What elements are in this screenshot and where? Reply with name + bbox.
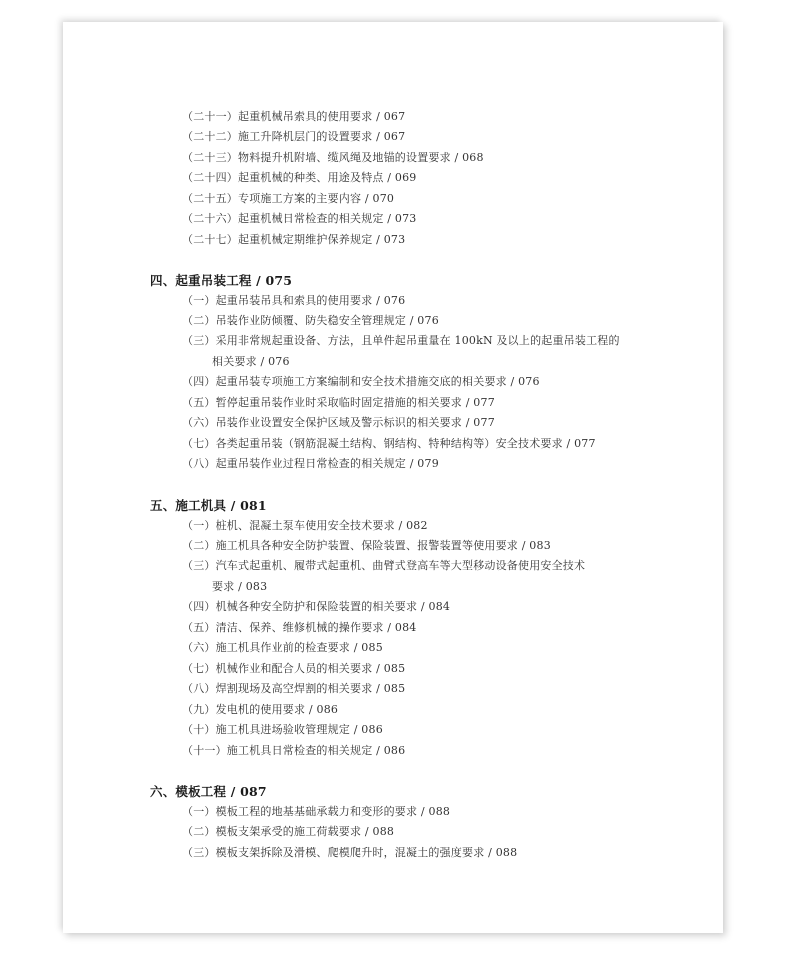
- toc-entry: （二十一）起重机械吊索具的使用要求 / 067: [182, 110, 406, 123]
- toc-entry: （七）各类起重吊装（钢筋混凝土结构、钢结构、特种结构等）安全技术要求 / 077: [182, 437, 596, 450]
- toc-entry: （六）吊装作业设置安全保护区域及警示标识的相关要求 / 077: [182, 416, 495, 429]
- toc-entry: （一）模板工程的地基基础承载力和变形的要求 / 088: [182, 805, 451, 818]
- toc-entry-continuation: 相关要求 / 076: [212, 355, 290, 368]
- toc-entry: （二十七）起重机械定期维护保养规定 / 073: [182, 233, 406, 246]
- toc-entry: （三）采用非常规起重设备、方法，且单件起吊重量在 100kN 及以上的起重吊装工程的: [182, 334, 620, 347]
- toc-entry: （二）模板支架承受的施工荷载要求 / 088: [182, 825, 395, 838]
- toc-entry: （五）暂停起重吊装作业时采取临时固定措施的相关要求 / 077: [182, 396, 495, 409]
- toc-entry: （十一）施工机具日常检查的相关规定 / 086: [182, 744, 406, 757]
- toc-entry: （三）模板支架拆除及滑模、爬模爬升时，混凝土的强度要求 / 088: [182, 846, 518, 859]
- toc-entry: （二十二）施工升降机层门的设置要求 / 067: [182, 130, 406, 143]
- toc-entry: （一）桩机、混凝土泵车使用安全技术要求 / 082: [182, 519, 428, 532]
- section-heading: 六、模板工程 / 087: [150, 784, 267, 799]
- toc-entry: （四）起重吊装专项施工方案编制和安全技术措施交底的相关要求 / 076: [182, 375, 540, 388]
- toc-entry: （二十六）起重机械日常检查的相关规定 / 073: [182, 212, 417, 225]
- toc-entry: （九）发电机的使用要求 / 086: [182, 703, 339, 716]
- toc-entry: （十）施工机具进场验收管理规定 / 086: [182, 723, 383, 736]
- toc-entry: （二）施工机具各种安全防护装置、保险装置、报警装置等使用要求 / 083: [182, 539, 551, 552]
- toc-entry: （六）施工机具作业前的检查要求 / 085: [182, 641, 383, 654]
- section-heading: 四、起重吊装工程 / 075: [150, 273, 293, 288]
- toc-entry: （二）吊装作业防倾覆、防失稳安全管理规定 / 076: [182, 314, 439, 327]
- toc-entry: （七）机械作业和配合人员的相关要求 / 085: [182, 662, 406, 675]
- toc-entry: （五）清洁、保养、维修机械的操作要求 / 084: [182, 621, 417, 634]
- toc-entry: （八）焊割现场及高空焊割的相关要求 / 085: [182, 682, 406, 695]
- toc-entry: （二十五）专项施工方案的主要内容 / 070: [182, 192, 395, 205]
- toc-entry: （二十三）物料提升机附墙、缆风绳及地锚的设置要求 / 068: [182, 151, 484, 164]
- toc-entry-continuation: 要求 / 083: [212, 580, 268, 593]
- toc-entry: （三）汽车式起重机、履带式起重机、曲臂式登高车等大型移动设备使用安全技术: [182, 559, 586, 572]
- toc-entry: （一）起重吊装吊具和索具的使用要求 / 076: [182, 294, 406, 307]
- toc-entry: （八）起重吊装作业过程日常检查的相关规定 / 079: [182, 457, 439, 470]
- toc-entry: （二十四）起重机械的种类、用途及特点 / 069: [182, 171, 417, 184]
- section-heading: 五、施工机具 / 081: [150, 498, 267, 513]
- document-page: [63, 22, 723, 933]
- toc-entry: （四）机械各种安全防护和保险装置的相关要求 / 084: [182, 600, 451, 613]
